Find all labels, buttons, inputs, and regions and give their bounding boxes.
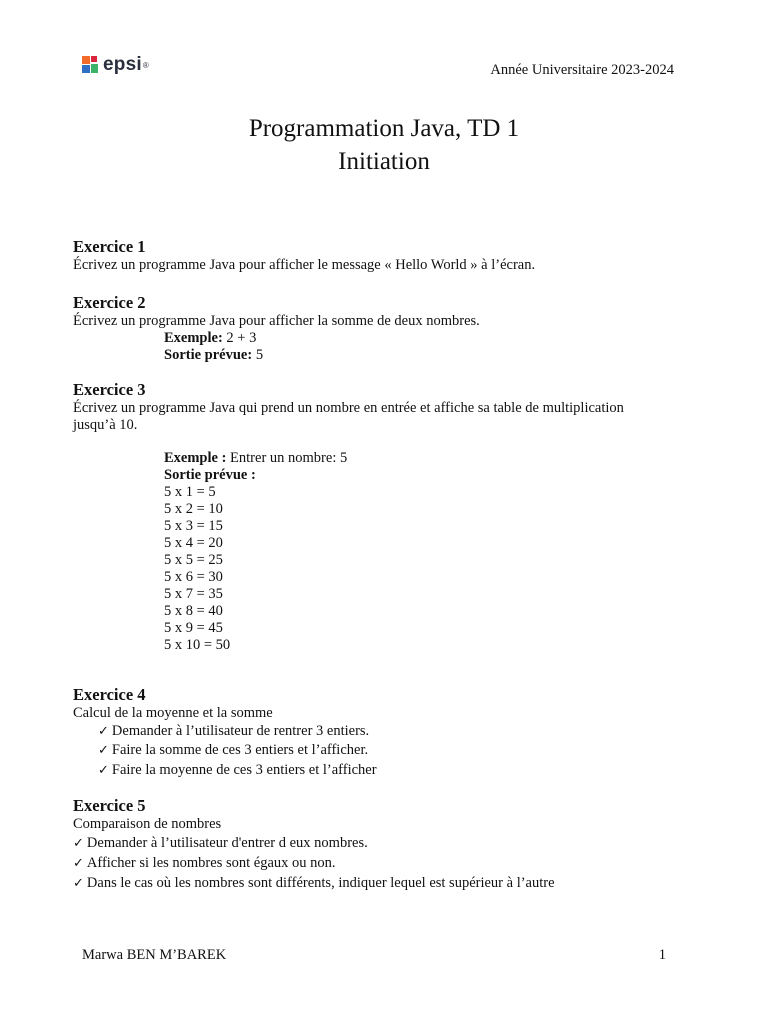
- checkmark-icon: ✓: [98, 763, 109, 778]
- exercise-3-example: [164, 450, 347, 467]
- exercise-1-heading: Exercice 1: [73, 237, 146, 256]
- checkmark-icon: ✓: [98, 724, 109, 739]
- exercise-5-heading: Exercice 5: [73, 796, 146, 815]
- list-item: [73, 855, 336, 872]
- table-row: 5 x 4 = 20: [164, 535, 223, 551]
- list-item: [98, 723, 369, 740]
- example-label: Exemple:: [164, 330, 223, 346]
- table-row: 5 x 8 = 40: [164, 603, 223, 619]
- exercise-3-text-line2: jusqu’à 10.: [73, 417, 138, 433]
- output-value: 5: [252, 347, 264, 363]
- exercise-2-heading: Exercice 2: [73, 293, 146, 312]
- exercise-2-output: [164, 347, 263, 364]
- checkmark-icon: ✓: [73, 836, 84, 851]
- exercise-1-text: Écrivez un programme Java pour afficher le message « Hello World » à l’écran.: [73, 257, 536, 273]
- example-value: 2 + 3: [222, 330, 257, 346]
- table-row: 5 x 3 = 15: [164, 518, 223, 534]
- exercise-2-example: [164, 330, 256, 347]
- exercise-3-output-label: Sortie prévue :: [164, 467, 256, 483]
- epsi-logo: [82, 54, 149, 76]
- list-item-text: Dans le cas où les nombres sont différents, indiquer lequel est supérieur à l’autre: [86, 875, 555, 891]
- list-item-text: Faire la somme de ces 3 entiers et l’afficher.: [111, 742, 369, 758]
- exercise-3-text-line1: Écrivez un programme Java qui prend un nombre en entrée et affiche sa table de multiplication: [73, 400, 624, 416]
- table-row: 5 x 7 = 35: [164, 586, 223, 602]
- logo-registered-mark: ®: [142, 60, 149, 70]
- table-row: 5 x 1 = 5: [164, 484, 216, 500]
- list-item: [98, 742, 368, 759]
- checkmark-icon: ✓: [98, 743, 109, 758]
- example-label: Exemple :: [164, 450, 227, 466]
- footer-author: Marwa BEN M’BAREK: [82, 947, 227, 963]
- exercise-4-heading: Exercice 4: [73, 685, 146, 704]
- page-subtitle: Initiation: [338, 148, 430, 175]
- list-item: [73, 875, 555, 892]
- exercise-5-text: Comparaison de nombres: [73, 816, 222, 832]
- exercise-3-heading: Exercice 3: [73, 380, 146, 399]
- exercise-2-text: Écrivez un programme Java pour afficher la somme de deux nombres.: [73, 313, 480, 329]
- list-item-text: Demander à l’utilisateur de rentrer 3 entiers.: [111, 723, 370, 739]
- multiplication-table: [164, 484, 230, 654]
- list-item-text: Demander à l’utilisateur d'entrer d eux nombres.: [86, 835, 368, 851]
- academic-year: Année Universitaire 2023-2024: [490, 62, 674, 78]
- page-title: Programmation Java, TD 1: [248, 115, 520, 142]
- table-row: 5 x 5 = 25: [164, 552, 223, 568]
- list-item-text: Afficher si les nombres sont égaux ou non.: [86, 855, 336, 871]
- table-row: 5 x 10 = 50: [164, 637, 231, 653]
- checkmark-icon: ✓: [73, 876, 84, 891]
- page-number: 1: [658, 947, 666, 963]
- list-item: [73, 835, 368, 852]
- table-row: 5 x 2 = 10: [164, 501, 223, 517]
- logo-text: epsi: [103, 54, 142, 75]
- output-label: Sortie prévue:: [164, 347, 253, 363]
- exercise-4-text: Calcul de la moyenne et la somme: [73, 705, 273, 721]
- list-item-text: Faire la moyenne de ces 3 entiers et l’afficher: [111, 762, 377, 778]
- epsi-logo-mark-icon: [82, 56, 100, 74]
- list-item: [98, 762, 377, 779]
- table-row: 5 x 9 = 45: [164, 620, 223, 636]
- table-row: 5 x 6 = 30: [164, 569, 223, 585]
- example-value: Entrer un nombre: 5: [226, 450, 348, 466]
- checkmark-icon: ✓: [73, 856, 84, 871]
